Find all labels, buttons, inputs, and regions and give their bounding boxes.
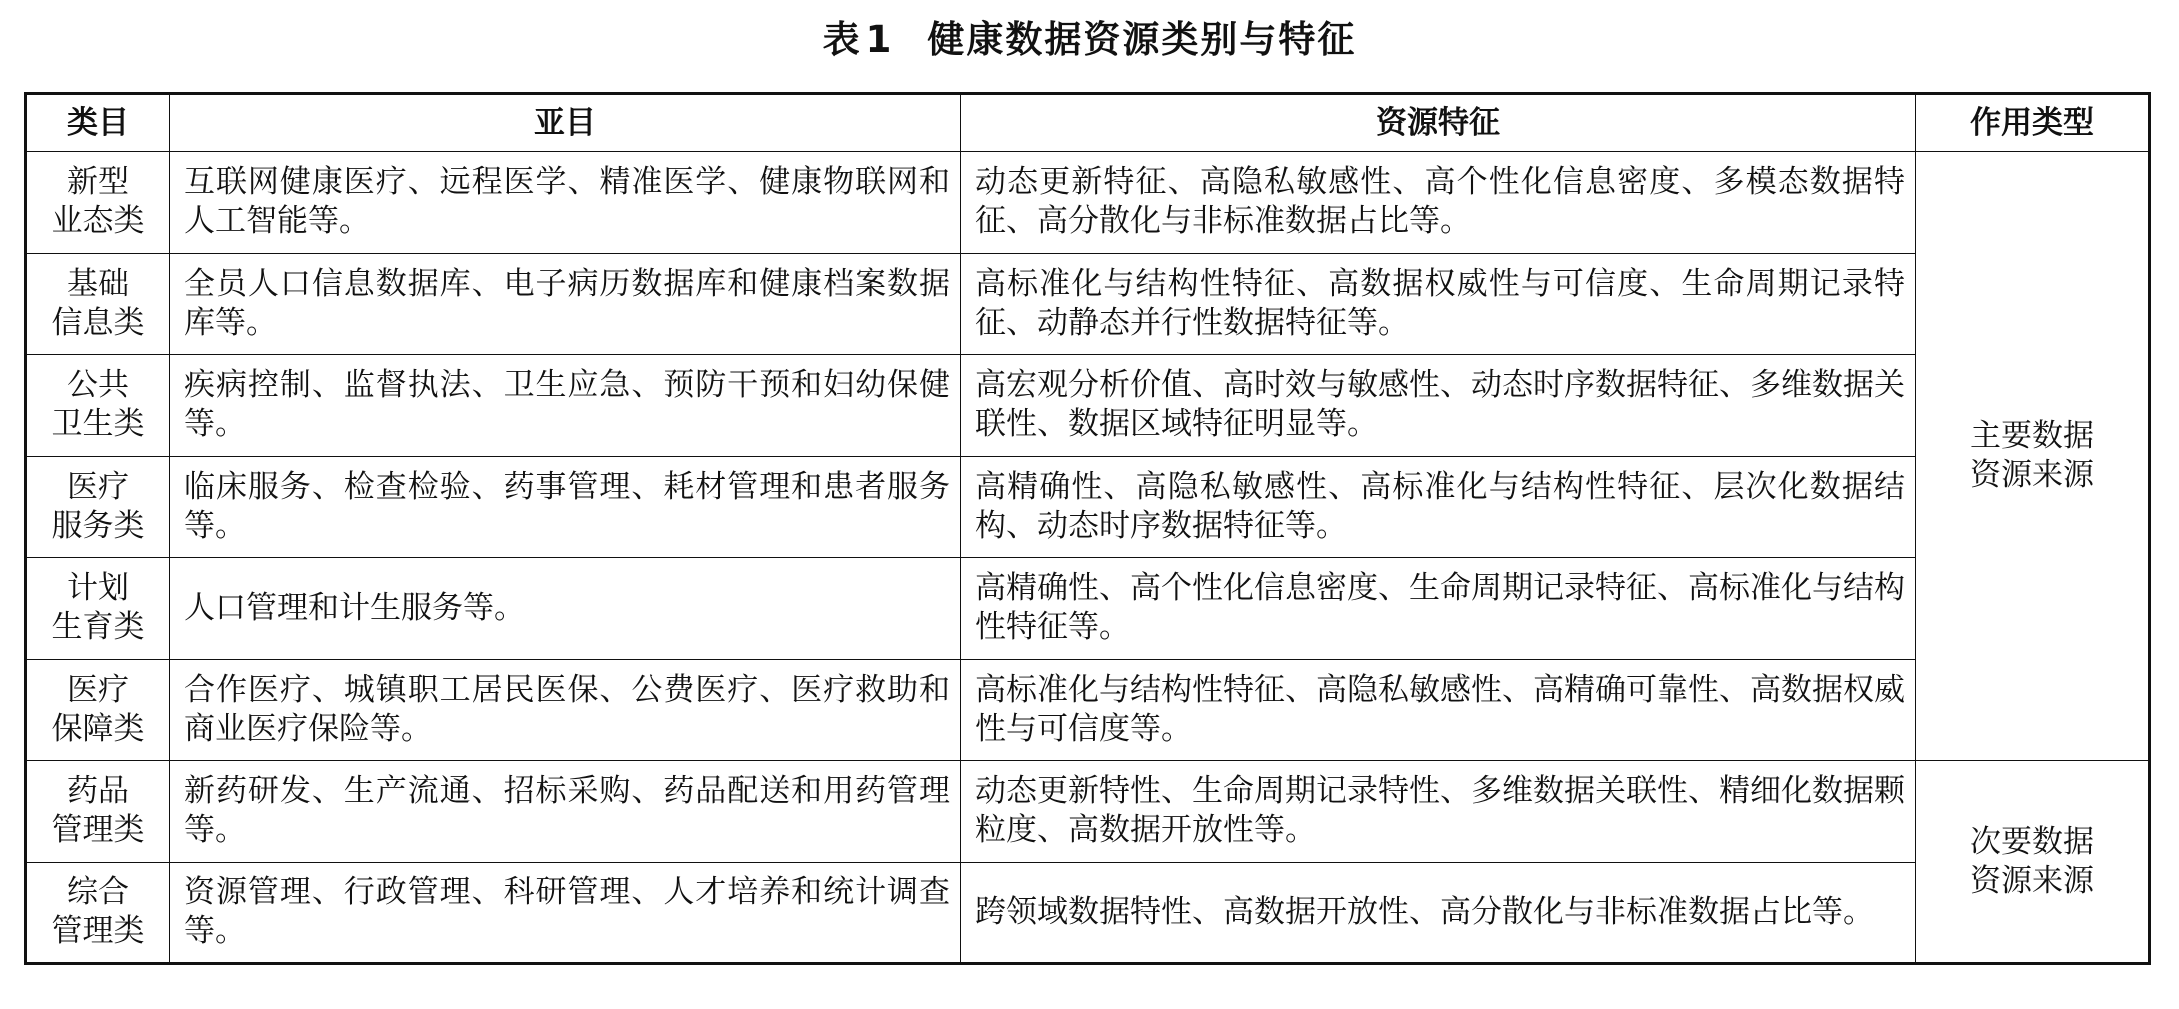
category-line: 公共 [67, 367, 129, 404]
table-row [26, 355, 2150, 457]
table-caption-prefix: 表 [822, 18, 862, 61]
subcategory-cell: 合作医疗、城镇职工居民医保、公费医疗、医疗救助和商业医疗保险等。 [170, 659, 961, 761]
health-data-resources-table [24, 92, 2151, 965]
category-cell [26, 152, 170, 254]
role-line: 资源来源 [1970, 862, 2094, 899]
subcategory-cell: 人口管理和计生服务等。 [170, 558, 961, 660]
role-line: 次要数据 [1970, 823, 2094, 860]
category-line: 管理类 [51, 913, 145, 950]
role-cell-secondary [1916, 761, 2150, 964]
header-role: 作用类型 [1916, 94, 2150, 152]
category-line: 医疗 [67, 671, 129, 708]
category-line: 信息类 [51, 304, 145, 341]
features-cell: 动态更新特性、生命周期记录特性、多维数据关联性、精细化数据颗粒度、高数据开放性等。 [961, 761, 1916, 863]
subcategory-cell: 互联网健康医疗、远程医学、精准医学、健康物联网和人工智能等。 [170, 152, 961, 254]
role-line: 主要数据 [1970, 418, 2094, 454]
category-line: 保障类 [51, 710, 145, 747]
category-line: 新型 [67, 164, 129, 201]
table-row [26, 253, 2150, 355]
features-cell: 高宏观分析价值、高时效与敏感性、动态时序数据特征、多维数据关联性、数据区域特征明显等。 [961, 355, 1916, 457]
header-subcategory: 亚目 [170, 94, 961, 152]
category-line: 生育类 [51, 609, 145, 646]
features-cell: 高精确性、高隐私敏感性、高标准化与结构性特征、层次化数据结构、动态时序数据特征等。 [961, 456, 1916, 558]
category-line: 业态类 [51, 203, 145, 240]
category-line: 综合 [67, 874, 129, 911]
category-line: 服务类 [51, 507, 145, 544]
category-cell [26, 862, 170, 964]
features-cell: 动态更新特征、高隐私敏感性、高个性化信息密度、多模态数据特征、高分散化与非标准数据占比等。 [961, 152, 1916, 254]
table-row [26, 558, 2150, 660]
features-cell: 高标准化与结构性特征、高隐私敏感性、高精确可靠性、高数据权威性与可信度等。 [961, 659, 1916, 761]
features-cell: 跨领域数据特性、高数据开放性、高分散化与非标准数据占比等。 [961, 862, 1916, 964]
subcategory-cell: 疾病控制、监督执法、卫生应急、预防干预和妇幼保健等。 [170, 355, 961, 457]
table-row [26, 761, 2150, 863]
category-line: 卫生类 [51, 406, 145, 443]
role-line: 资源来源 [1970, 457, 2094, 493]
category-cell [26, 558, 170, 660]
category-line: 计划 [67, 570, 129, 607]
table-caption-number: 1 [865, 18, 894, 61]
subcategory-cell: 资源管理、行政管理、科研管理、人才培养和统计调查等。 [170, 862, 961, 964]
features-cell: 高精确性、高个性化信息密度、生命周期记录特征、高标准化与结构性特征等。 [961, 558, 1916, 660]
category-line: 基础 [67, 265, 129, 302]
category-cell [26, 456, 170, 558]
category-line: 药品 [67, 773, 129, 810]
category-cell [26, 761, 170, 863]
header-category: 类目 [26, 94, 170, 152]
table-row [26, 456, 2150, 558]
table-row [26, 659, 2150, 761]
category-cell [26, 253, 170, 355]
category-line: 管理类 [51, 812, 145, 849]
header-features: 资源特征 [961, 94, 1916, 152]
subcategory-cell: 新药研发、生产流通、招标采购、药品配送和用药管理等。 [170, 761, 961, 863]
features-cell: 高标准化与结构性特征、高数据权威性与可信度、生命周期记录特征、动静态并行性数据特征等。 [961, 253, 1916, 355]
role-cell-primary [1916, 152, 2150, 761]
category-cell [26, 659, 170, 761]
subcategory-cell: 全员人口信息数据库、电子病历数据库和健康档案数据库等。 [170, 253, 961, 355]
table-caption-text: 健康数据资源类别与特征 [927, 18, 1357, 61]
category-cell [26, 355, 170, 457]
subcategory-cell: 临床服务、检查检验、药事管理、耗材管理和患者服务等。 [170, 456, 961, 558]
table-header-row [26, 94, 2150, 152]
table-row [26, 152, 2150, 254]
category-line: 医疗 [67, 468, 129, 505]
table-caption [0, 8, 2179, 72]
table-row [26, 862, 2150, 964]
